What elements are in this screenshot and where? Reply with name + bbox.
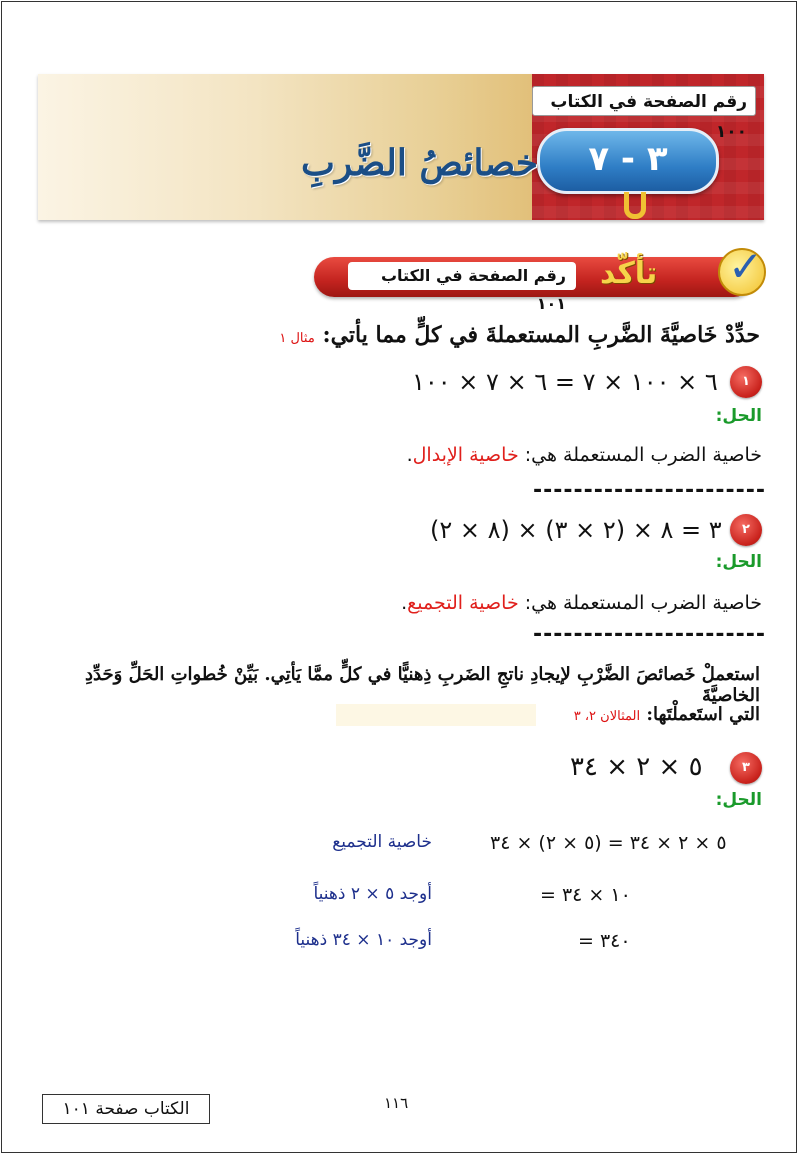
problem-expression: ٥ × ٢ × ٣٤	[570, 752, 703, 782]
lesson-number-pill	[537, 128, 719, 194]
problem-expression: (٨ × ٢) × ٣ = ٨ × (٢ × ٣)	[430, 516, 722, 544]
problem-answer	[401, 592, 762, 614]
example-ref: مثال ١	[279, 331, 315, 346]
decorative-hook-icon	[624, 192, 646, 219]
answer-end: .	[406, 444, 413, 466]
example-ref: المثالان ٢، ٣	[573, 709, 641, 724]
solution-step-math: = ٣٤٠	[578, 930, 631, 952]
footer-book-ref: الكتاب صفحة ١٠١	[42, 1094, 210, 1124]
section2-instruction-line2	[574, 704, 760, 725]
instruction-text: التي استَعملْتَها:	[646, 704, 760, 725]
confirm-book-page: رقم الصفحة في الكتاب ١٠١	[348, 262, 576, 290]
section2-instruction: استعملْ خَصائصَ الضَّرْبِ لإيجادِ ناتجِ الضَربِ ذِهنيًّا في كلٍّ ممَّا يَأتِي. بَيِّنْ خُطواتِ الحَلِّ وَحَدِّدِ الخاصيَّةَ	[85, 664, 760, 706]
solution-step-math: = ١٠ × ٣٤	[540, 884, 631, 906]
header-book-page: رقم الصفحة في الكتاب ١٠٠	[532, 86, 756, 116]
section1-instruction	[279, 322, 760, 348]
answer-prefix: خاصية الضرب المستعملة هي:	[524, 592, 762, 614]
checkmark-icon: ✓	[718, 248, 766, 296]
problem-number-badge: ١	[730, 366, 762, 398]
confirm-heading: تأكّد	[600, 256, 658, 291]
lesson-number: ٣ - ٧	[588, 139, 668, 179]
page-number: ١١٦	[384, 1094, 409, 1112]
solution-step-note: خاصية التجميع	[332, 832, 432, 852]
problem-expression: ٦ × ١٠٠ × ٧ = ٦ × ٧ × ١٠٠	[412, 368, 718, 396]
instruction-text: حدِّدْ خَاصيَّةَ الضَّربِ المستعملةَ في كلٍّ مما يأتي:	[322, 322, 760, 348]
answer-property: خاصية الإبدال	[412, 444, 519, 466]
answer-prefix: خاصية الضرب المستعملة هي:	[524, 444, 762, 466]
problem-number-badge: ٣	[730, 752, 762, 784]
solution-step-note: أوجد ٥ × ٢ ذهنياً	[313, 884, 432, 904]
problem-number-badge: ٢	[730, 514, 762, 546]
problem-answer	[407, 444, 762, 466]
solution-label: الحل:	[715, 406, 762, 426]
separator: -----------------------	[532, 622, 766, 647]
answer-property: خاصية التجميع	[407, 592, 519, 614]
highlight-shade	[336, 704, 536, 726]
solution-step-note: أوجد ١٠ × ٣٤ ذهنياً	[295, 930, 432, 950]
answer-end: .	[401, 592, 408, 614]
solution-label: الحل:	[715, 790, 762, 810]
solution-step-math: ٥ × ٢ × ٣٤ = (٥ × ٢) × ٣٤	[490, 832, 727, 854]
solution-label: الحل:	[715, 552, 762, 572]
lesson-title: خصائصُ الضَّربِ	[300, 142, 538, 184]
separator: -----------------------	[532, 478, 766, 503]
